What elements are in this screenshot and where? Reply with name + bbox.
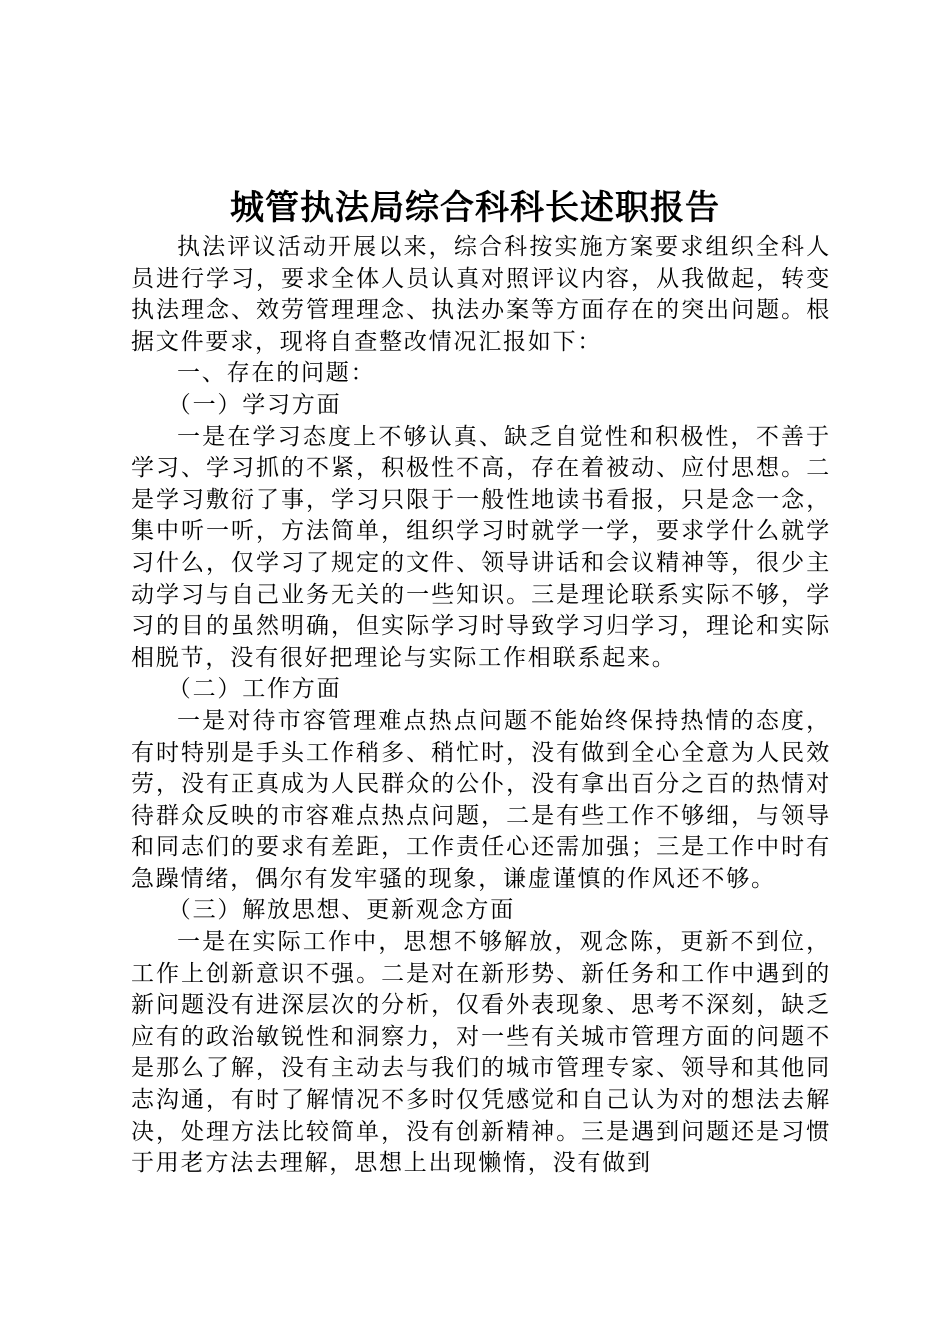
subsection-heading-thinking: （三）解放思想、更新观念方面 — [167, 897, 515, 924]
subsection-paragraph-thinking: 一是在实际工作中，思想不够解放，观念陈，更新不到位，工作上创新意识不强。二是对在新形势、新任务和工作中遇到的新问题没有进深层次的分析，仅看外表现象、思考不深刻，缺乏应有的政治敏锐性和洞察力，对一些有关城市管理方面的问题不是那么了解，没有主动去与我们的城市管理专家、领导和其他同志沟通，有时了解情况不多时仅凭感觉和自己认为对的想法去解决，处理方法比较简单，没有创新精神。三是遇到问题还是习惯于用老方法去理解，思想上出现懒惰，没有做到 — [131, 929, 831, 1177]
subsection-paragraph-study: 一是在学习态度上不够认真、缺乏自觉性和积极性，不善于学习、学习抓的不紧，积极性不高，存在着被动、应付思想。二是学习敷衍了事，学习只限于一般性地读书看报，只是念一念，集中听一听，方法简单，组织学习时就学一学，要求学什么就学习什么，仅学习了规定的文件、领导讲话和会议精神等，很少主动学习与自己业务无关的一些知识。三是理论联系实际不够，学习的目的虽然明确，但实际学习时导致学习归学习，理论和实际相脱节，没有很好把理论与实际工作相联系起来。 — [131, 423, 831, 671]
subsection-paragraph-work: 一是对待市容管理难点热点问题不能始终保持热情的态度，有时特别是手头工作稍多、稍忙时，没有做到全心全意为人民效劳，没有正真成为人民群众的公仆，没有拿出百分之百的热情对待群众反映的市容难点热点问题，二是有些工作不够细，与领导和同志们的要求有差距，工作责任心还需加强；三是工作中时有急躁情绪，偶尔有发牢骚的现象，谦虚谨慎的作风还不够。 — [131, 707, 831, 892]
document-body — [131, 232, 831, 1180]
subsection-heading-work: （二）工作方面 — [167, 676, 342, 703]
intro-paragraph: 执法评议活动开展以来，综合科按实施方案要求组织全科人员进行学习，要求全体人员认真对照评议内容，从我做起，转变执法理念、效劳管理理念、执法办案等方面存在的突出问题。根据文件要求，现将自查整改情况汇报如下： — [131, 234, 831, 355]
subsection-heading-study: （一）学习方面 — [167, 391, 342, 418]
document-title: 城管执法局综合科科长述职报告 — [230, 188, 720, 228]
section-heading-problems: 一、存在的问题： — [177, 360, 376, 387]
